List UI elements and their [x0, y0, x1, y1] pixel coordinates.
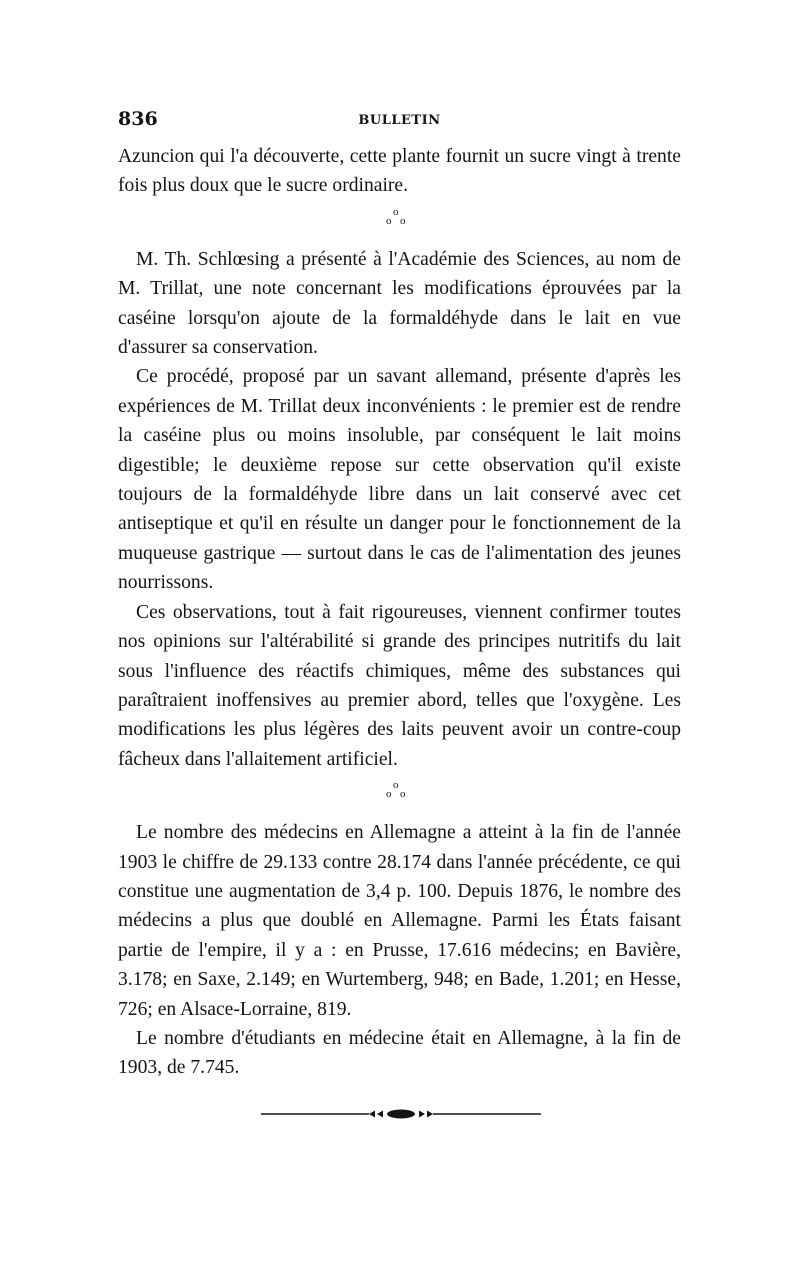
page-number: 836	[118, 108, 158, 130]
book-page	[118, 108, 681, 1125]
paragraph-procede: Ce procédé, proposé par un savant allemand, présente d'après les expériences de M. Trillat deux inconvénients : le premier est de rendre la caséine plus ou moins insoluble, par conséquent le lait moins digestible; le deuxième repose sur cette observation qu'il existe toujours de la formaldéhyde libre dans un lait conservé avec cet antiseptique et qu'il en résulte un danger pour le fonctionnement de la muqueuse gastrique — surtout dans le cas de l'alimentation des jeunes nourrissons.	[118, 366, 681, 594]
paragraph-medecins: Le nombre des médecins en Allemagne a atteint à la fin de l'année 1903 le chiffre de 29.133 contre 28.174 dans l'année précédente, ce qui constitue une augmentation de 3,4 p. 100. Depuis 1876, le nombre des médecins a plus que doublé en Allemagne. Parmi les États faisant partie de l'empire, il y a : en Prusse, 17.616 médecins; en Bavière, 3.178; en Saxe, 2.149; en Wurtemberg, 948; en Bade, 1.201; en Hesse, 726; en Alsace-Lorraine, 819.	[118, 822, 681, 1020]
asterism-icon: o o o	[386, 779, 406, 801]
paragraph-observations: Ces observations, tout à fait rigoureuses, viennent confirmer toutes nos opinions sur l'altérabilité si grande des principes nutritifs du lait sous l'influence des réactifs chimiques, même des substances qui paraîtraient inoffensives au premier abord, telles que l'oxygène. Les modifications les plus légères des laits peuvent avoir un contre-coup fâcheux dans l'allaitement artificiel.	[118, 601, 681, 770]
ornamental-rule-icon	[118, 1105, 681, 1125]
paragraph-etudiants: Le nombre d'étudiants en médecine était en Allemagne, à la fin de 1903, de 7.745.	[118, 1027, 681, 1079]
asterism-icon: o o o	[386, 205, 406, 227]
paragraph-continuation: Azuncion qui l'a découverte, cette plante fournit un sucre vingt à trente fois plus doux que le sucre ordinaire.	[118, 146, 681, 197]
paragraph-schloesing: M. Th. Schlœsing a présenté à l'Académie des Sciences, au nom de M. Trillat, une note concernant les modifications éprouvées par la caséine lorsqu'on ajoute de la formaldéhyde dans le lait en vue d'assurer sa conservation.	[118, 248, 681, 359]
page-header	[118, 108, 681, 142]
running-title: BULLETIN	[358, 113, 441, 128]
body-text	[118, 142, 681, 1083]
